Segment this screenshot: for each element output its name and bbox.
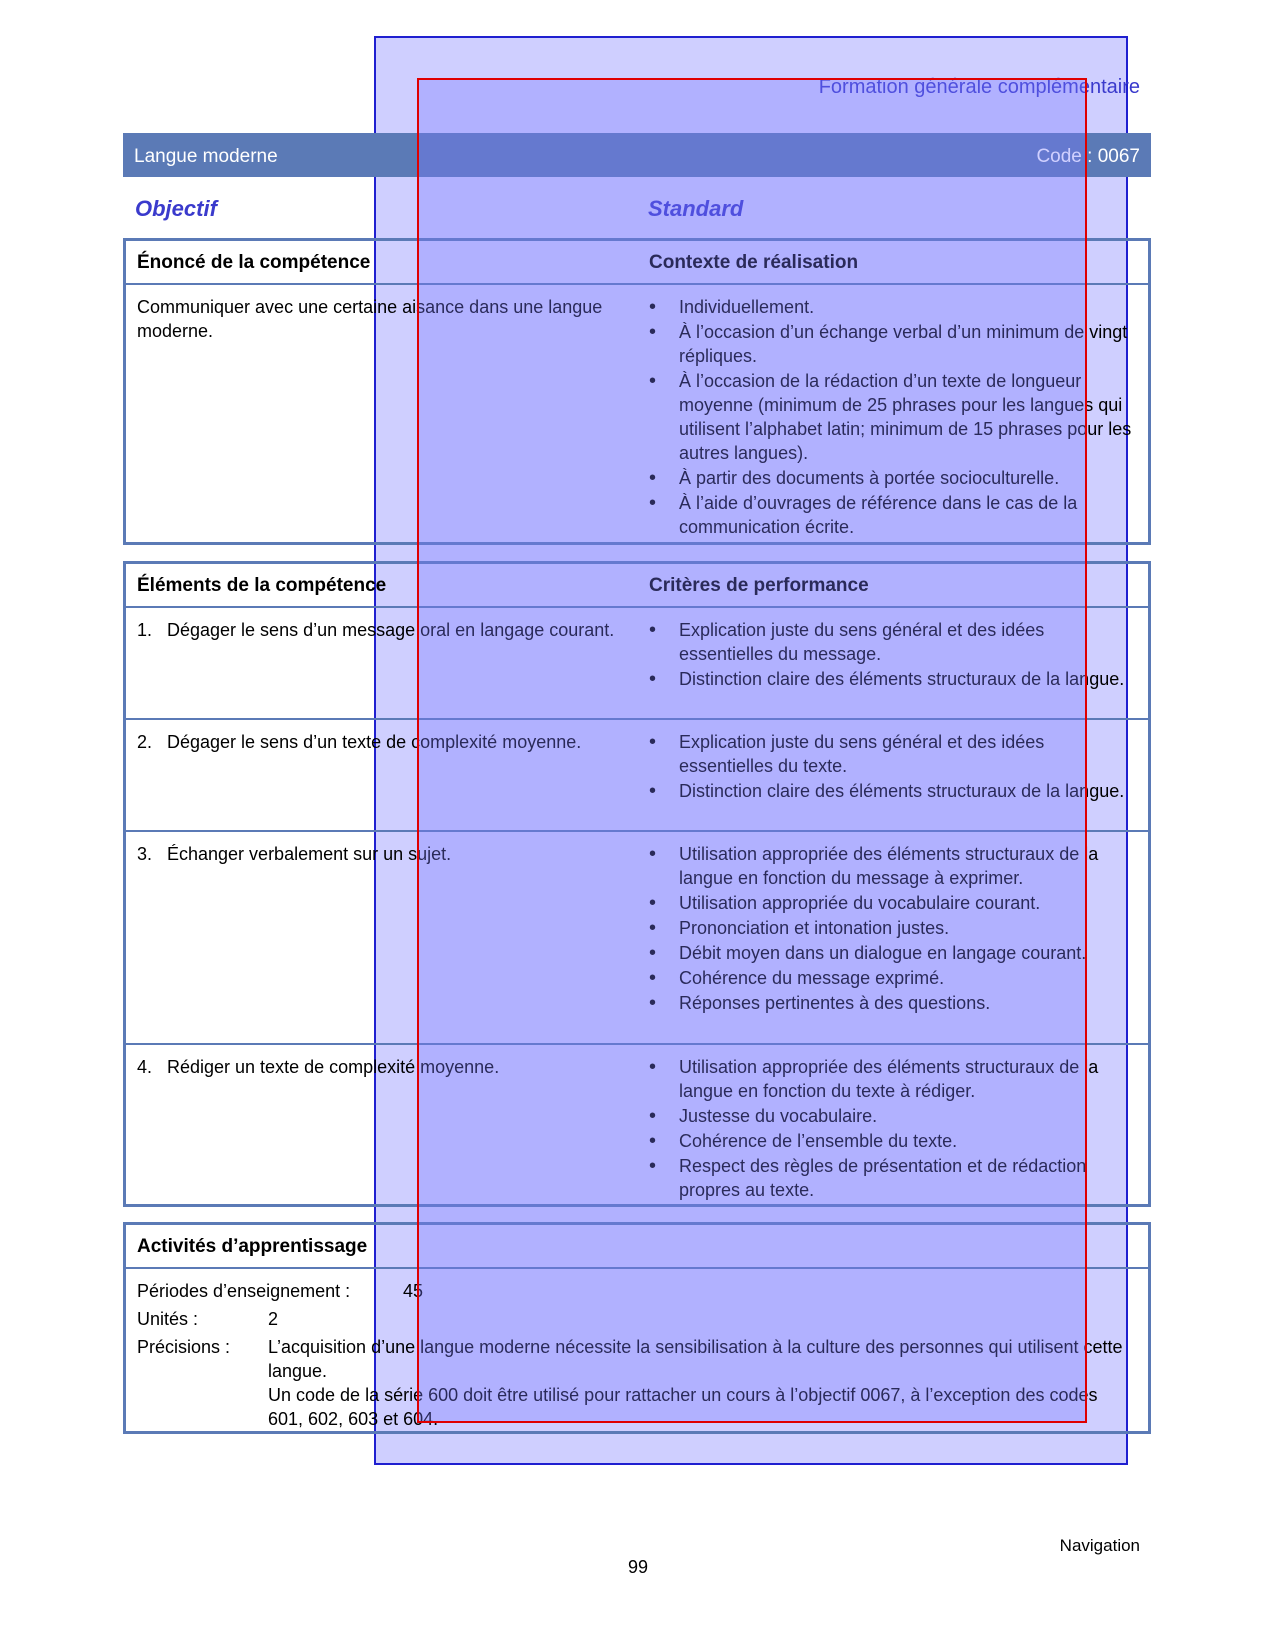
list-item: • À l’occasion d’un échange verbal d’un minimum de vingt répliques. xyxy=(649,320,1139,368)
list-item: • À l’aide d’ouvrages de référence dans le cas de la communication écrite. xyxy=(649,491,1139,539)
code-label: Code : xyxy=(1036,146,1093,167)
criteres-heading: Critères de performance xyxy=(649,575,869,596)
list-item: • Réponses pertinentes à des questions. xyxy=(649,991,1139,1015)
navigation-link[interactable]: Navigation xyxy=(1059,1536,1140,1555)
course-title: Langue moderne xyxy=(134,146,278,167)
list-item: • Utilisation appropriée des éléments structuraux de la langue en fonction du texte à rédiger. xyxy=(649,1055,1139,1103)
list-item: • Prononciation et intonation justes. xyxy=(649,916,1139,940)
periodes-value: 45 xyxy=(403,1281,424,1301)
precisions-text-2: Un code de la série 600 doit être utilisé pour rattacher un cours à l’objectif 0067, à l’exception des codes 601, 602, 603 et 604. xyxy=(268,1385,1098,1429)
list-item: • Individuellement. xyxy=(649,295,1139,319)
element-number: 3. xyxy=(137,844,153,864)
section-header: Formation générale complémentaire xyxy=(818,76,1140,98)
activites-heading: Activités d’apprentissage xyxy=(137,1236,368,1257)
list-item: • Justesse du vocabulaire. xyxy=(649,1104,1139,1128)
list-item: • Explication juste du sens général et des idées essentielles du texte. xyxy=(649,730,1139,778)
list-item: • Cohérence du message exprimé. xyxy=(649,966,1139,990)
list-item: • Utilisation appropriée du vocabulaire courant. xyxy=(649,891,1139,915)
periodes-label: Périodes d’enseignement : xyxy=(137,1281,351,1301)
element-number: 1. xyxy=(137,620,153,640)
element-text: Rédiger un texte de complexité moyenne. xyxy=(167,1057,500,1077)
unites-label: Unités : xyxy=(137,1309,199,1329)
competence-statement: Communiquer avec une certaine aisance dans une langue moderne. xyxy=(137,297,603,341)
element-number: 4. xyxy=(137,1057,153,1077)
list-item: • Cohérence de l’ensemble du texte. xyxy=(649,1129,1139,1153)
objectif-label: Objectif xyxy=(135,196,217,221)
enonce-heading: Énoncé de la compétence xyxy=(137,252,371,273)
list-item: • À partir des documents à portée socioculturelle. xyxy=(649,466,1139,490)
element-text: Échanger verbalement sur un sujet. xyxy=(167,844,452,864)
element-number: 2. xyxy=(137,732,153,752)
list-item: • Utilisation appropriée des éléments structuraux de la langue en fonction du message à exprimer. xyxy=(649,842,1139,890)
list-item: • Distinction claire des éléments structuraux de la langue. xyxy=(649,667,1139,691)
page-number: 99 xyxy=(628,1557,649,1577)
element-text: Dégager le sens d’un message oral en langage courant. xyxy=(167,620,615,640)
selection-overlay-inner xyxy=(417,78,1087,1423)
list-item: • Respect des règles de présentation et de rédaction propres au texte. xyxy=(649,1154,1139,1202)
list-item: • Distinction claire des éléments structuraux de la langue. xyxy=(649,779,1139,803)
unites-value: 2 xyxy=(268,1309,279,1329)
elements-heading: Éléments de la compétence xyxy=(137,575,387,596)
contexte-heading: Contexte de réalisation xyxy=(649,252,859,273)
standard-label: Standard xyxy=(648,196,744,221)
list-item: • Débit moyen dans un dialogue en langage courant. xyxy=(649,941,1139,965)
list-item: • À l’occasion de la rédaction d’un texte de longueur moyenne (minimum de 25 phrases pour les langues qui utilisent l’alphabet latin; minimum de 15 phrases pour les autres langues). xyxy=(649,369,1139,465)
code-value: 0067 xyxy=(1097,146,1140,167)
precisions-label: Précisions : xyxy=(137,1337,231,1357)
list-item: • Explication juste du sens général et des idées essentielles du message. xyxy=(649,618,1139,666)
element-text: Dégager le sens d’un texte de complexité moyenne. xyxy=(167,732,582,752)
precisions-text-1: L’acquisition d’une langue moderne nécessite la sensibilisation à la culture des personnes qui utilisent cette langue. xyxy=(268,1337,1123,1381)
